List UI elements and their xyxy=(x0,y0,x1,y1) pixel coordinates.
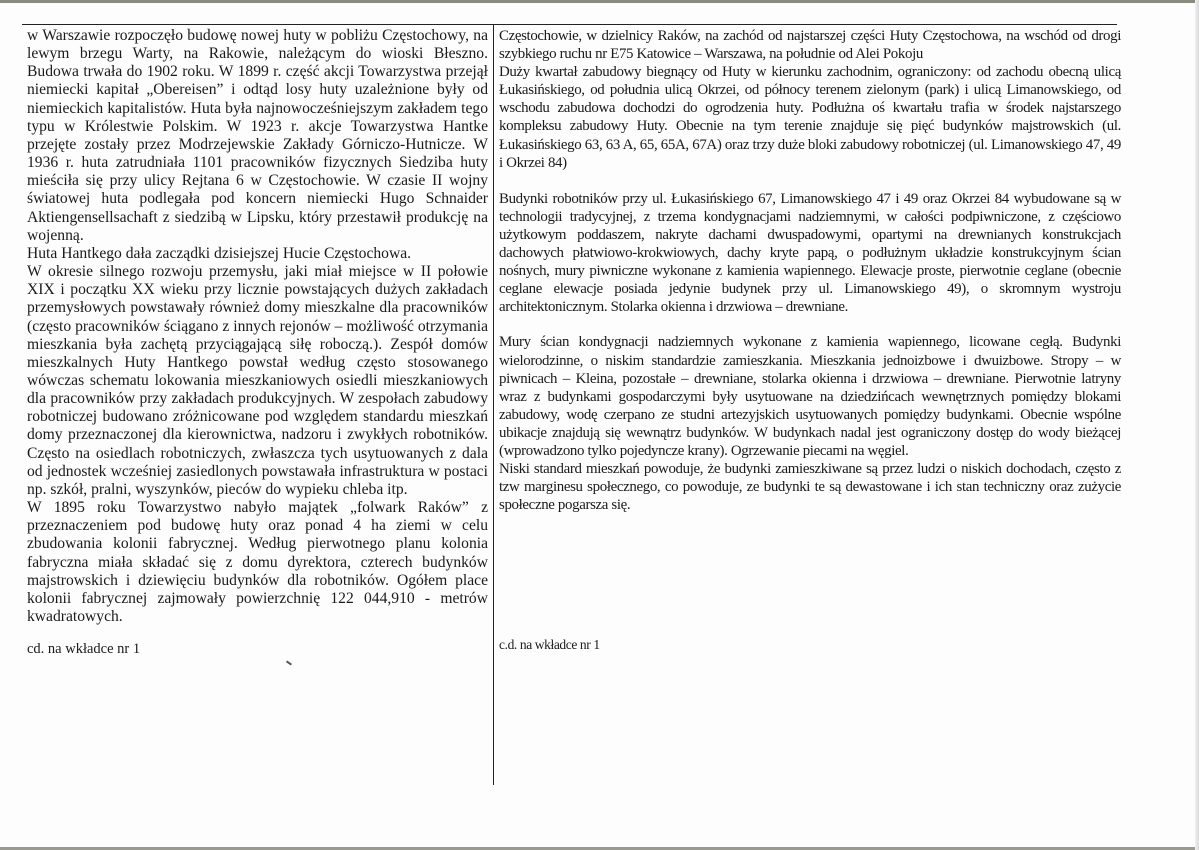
paragraph-huta-czestochowa: Huta Hantkego dała zacządki dzisiejszej Hucie Częstochowa. xyxy=(27,244,412,262)
paragraph-gap xyxy=(499,172,1121,190)
paragraph-location: Częstochowie, w dzielnicy Raków, na zachód od najstarszej części Huty Częstochowa, na wschód od drogi szybkiego ruchu nr E75 Katowice – Warszawa, na południe od Alei Pokoju xyxy=(499,28,1121,63)
right-column xyxy=(499,27,1121,514)
left-continuation-note: cd. na wkładce nr 1 xyxy=(27,641,141,657)
paragraph-housing-development: W okresie silnego rozwoju przemysłu, jaki miał miejsce w II połowie XIX i początku XX wieku przy licznie powstających dużych zakładach przemysłowych powstawały również domy mieszkalne dla pracowników (często pracowników ściągano z innych rejonów – możliwość otrzymania mieszkania była zachętą przyciągającą siłę roboczą.). Zespół domów mieszkalnych Huty Hantkego powstał według często stosowanego wówczas schematu lokowania mieszkaniowych osiedli mieszkaniowych dla pracowników przy zakładach produkcyjnych. W zespołach zabudowy robotniczej budowano zróżnicowane pod względem standardu mieszkań domy przeznaczonej dla kierownictwa, nadzoru i zwykłych robotników. Często na osiedlach robotniczych, zwłaszcza tych usytuowanych z dala od jednostek wcześniej zasiedlonych powstawała infrastruktura w postaci np. szkół, pralni, wyszynków, pieców do wypieku chleba itp. xyxy=(27,263,488,498)
paragraph-walls-standard: Mury ścian kondygnacji nadziemnych wykonane z kamienia wapiennego, licowane cegłą. Budynki wielorodzinne, o niskim standardzie zamieszkania. Mieszkania jednoizbowe i dwuizbowe. Stropy – w piwnicach – Kleina, pozostałe – drewniane, stolarka okienna i drzwiowa – drewniane. Pierwotnie latryny wraz z budynkami gospodarczymi były usytuowane na dziedzińcach wewnętrznych pomiędzy blokami zabudowy, wodę czerpano ze studni artezyjskich usytuowanych pomiędzy budynkami. Obecnie wspólne ubikacje znajdują się wewnątrz budynków. W budynkach nadal jest ograniczony dostęp do wody bieżącej (wprowadzono tylko pojedyncze krany). Ogrzewanie piecami na węgiel. xyxy=(499,334,1121,459)
scan-edge-top xyxy=(0,0,1199,3)
scan-edge-right xyxy=(1195,0,1199,850)
paragraph-social-condition: Niski standard mieszkań powoduje, że budynki zamieszkiwane są przez ludzi o niskich dochodach, często z tzw marginesu społecznego, co powoduje, ze budynki te są dewastowane i ich stan techniczny oraz zużycie społeczne pogarsza się. xyxy=(499,461,1121,514)
paragraph-block-description: Duży kwartał zabudowy biegnący od Huty w kierunku zachodnim, ograniczony: od zachodu obecną ulicą Łukasińskiego, od południa ulicą Okrzei, od północy terenem zielonym (park) i ulicą Limanowskiego, od wschodu zabudowa dochodzi do ogrodzenia huty. Podłużna oś kwartału trafia w środek najstarszego kompleksu zabudowy Huty. Obecnie na tym terenie znajduje się pięć budynków majstrowskich (ul. Łukasińskiego 63, 63 A, 65, 65A, 67A) oraz trzy duże bloki zabudowy robotniczej (ul. Limanowskiego 47, 49 i Okrzei 84) xyxy=(499,64,1121,171)
right-continuation-note: c.d. na wkładce nr 1 xyxy=(499,637,600,652)
paragraph-worker-buildings: Budynki robotników przy ul. Łukasińskiego 67, Limanowskiego 47 i 49 oraz Okrzei 84 wybudowane są w technologii tradycyjnej, z trzema kondygnacjami nadziemnymi, w całości podpiwniczone, z częściowo użytkowym poddaszem, nakryte dachami dwuspadowymi, opartymi na drewnianych konstrukcjach dachowych płatwiowo-krokwiowych, dachy kryte papą, o podłużnym układzie konstrukcyjnym ścian nośnych, mury piwniczne wykonane z kamienia wapiennego. Elewacje proste, pierwotnie ceglane (obecnie ceglane elewacje posiada jedynie budynek przy ul. Limanowskiego 49), o skromnym wystroju architektonicznym. Stolarka okienna i drzwiowa – drewniane. xyxy=(499,190,1121,316)
top-rule xyxy=(22,24,1117,25)
paragraph-gap xyxy=(499,316,1121,333)
paragraph-history-huta: w Warszawie rozpoczęło budowę nowej huty w pobliżu Częstochowy, na lewym brzegu Warty, na Rakowie, należącym do wioski Błeszno. Budowa trwała do 1902 roku. W 1899 r. część akcji Towarzystwa przejął niemiecki kapitał „Obereisen” i odtąd losy huty uzależnione były od niemieckich kapitalistów. Huta była najnowocześniejszym zakładem tego typu w Królestwie Polskim. W 1923 r. akcje Towarzystwa Hantke przejęte zostały przez Modrzejewskie Zakłady Górniczo-Hutnicze. W 1936 r. huta zatrudniała 1101 pracowników fizycznych Siedziba huty mieściła się przy ulicy Rejtana 6 w Częstochowie. W czasie II wojny światowej huta podlegała pod koncern niemiecki Hugo Schnaider Aktiengensellsachaft z siedzibą w Lipsku, który przestawił produkcję na wojenną. xyxy=(27,27,488,244)
scan-speck xyxy=(286,660,292,665)
left-column xyxy=(27,27,488,626)
paragraph-folwark-rakow: W 1895 roku Towarzystwo nabyło majątek „folwark Raków” z przeznaczeniem pod budowę huty oraz ponad 4 ha ziemi w celu zbudowania kolonii fabrycznej. Według pierwotnego planu kolonia fabryczna miała składać się z domu dyrektora, czterech budynków majstrowskich i dziewięciu budynków dla robotników. Ogółem place kolonii fabrycznej zajmowały powierzchnię 122 044,910 - metrów kwadratowych. xyxy=(27,499,488,625)
column-divider xyxy=(493,24,494,785)
